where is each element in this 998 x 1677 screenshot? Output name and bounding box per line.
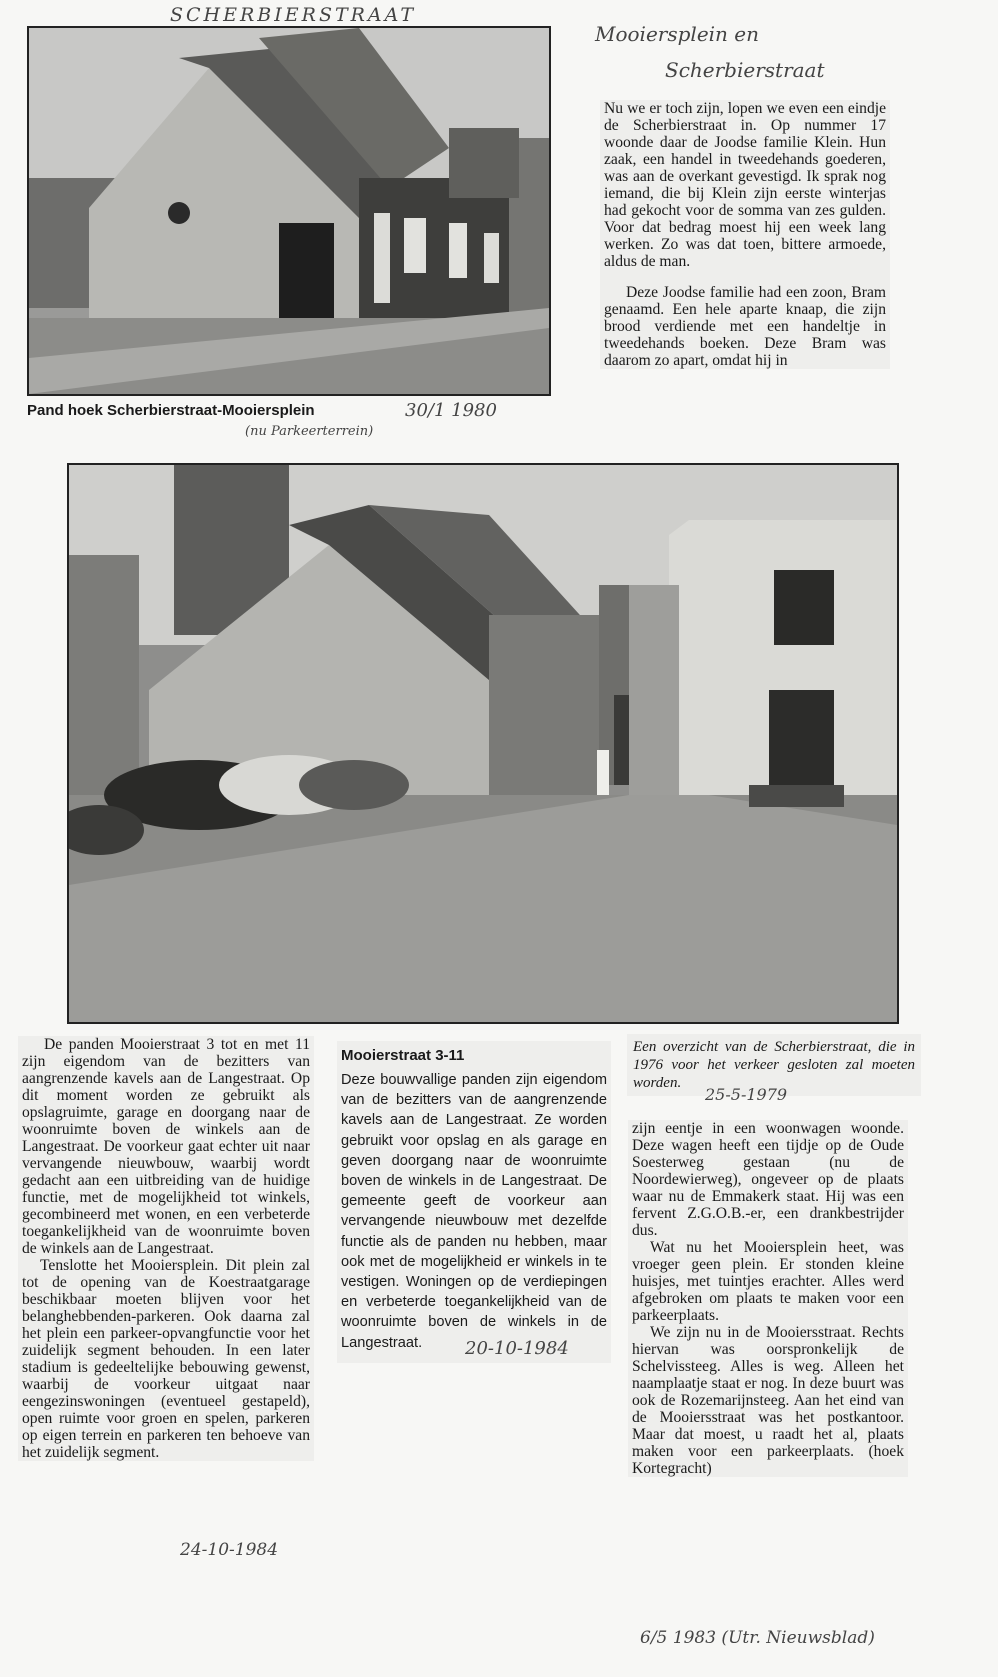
column-bottom-right [628, 1120, 908, 1477]
column-bottom-left [18, 1036, 314, 1461]
paragraph: We zijn nu in de Mooiersstraat. Rechts hiervan was oorspronkelijk de Schelvissteeg. Alles is weg. Alleen het naamplaatje staat er nog. In deze buurt was ook de Rozemarijnsteeg. Aan het eind van de Mooiersstraat was het postkantoor. Maar dat moest, u raadt het al, plaats maken voor een parkeerplaats. (hoek Kortegracht) [632, 1324, 904, 1477]
column-top-right [600, 100, 890, 369]
date-1980: 30/1 1980 [405, 400, 497, 421]
top-heading: SCHERBIERSTRAAT [170, 4, 417, 26]
paragraph: Tenslotte het Mooiersplein. Dit plein zal tot de opening van de Koestraatgarage beschikbaar moeten blijven voor het belanghebbenden-parkeren. Ook daarna zal het plein een parkeer-opvangfunctie voor het zuidelijk segment behouden. In een later stadium is gedeeltelijke bebouwing gewenst, waarbij de voorkeur uitgaat naar eengezinswoningen (eventueel gestapeld), open ruimte voor groen en spelen, parkeren op eigen terrein en parkeren ten behoeve van het zuidelijk segment. [22, 1257, 310, 1461]
paragraph: Deze Joodse familie had een zoon, Bram genaamd. Een hele aparte knaap, die zijn brood verdiende met een handeltje in tweedehands boeken. Deze Bram was daarom zo apart, omdat hij in [604, 284, 886, 369]
paragraph: De panden Mooierstraat 3 tot en met 11 zijn eigendom van de bezitters van aangrenzende kavels aan de Langestraat. Op dit moment worden ze gebruikt als opslagruimte, garage en doorgang naar de woonruimte boven de winkels aan de Langestraat. De voorkeur gaat echter uit naar vervangende nieuwbouw, waarbij wordt gedacht aan een uitbreiding van de huidige functie, met de mogelijkheid tot winkels, gecombineerd met wonen, en een verbeterde toegankelijkheid van de woonruimte boven de winkels aan de Langestraat. [22, 1036, 310, 1257]
column-bottom-middle [337, 1041, 611, 1363]
photo-street-view [67, 463, 899, 1024]
article-text: Deze bouwvallige panden zijn eigendom van de bezitters van de aangrenzende kavels aan de Langestraat. Ze worden gebruikt voor opslag en als garage en geven doorgang naar de woonruimte boven de winkels in de Langestraat. De gemeente geeft de voorkeur aan vervangende nieuwbouw met dezelfde functie als de panden nu hebben, maar ook met de mogelijkheid er winkels in te vestigen. Woningen op de verdiepingen en verbeterde toegankelijkheid van de woonruimte boven de winkels in de Langestraat. [341, 1072, 607, 1351]
photo-corner-building [27, 26, 551, 396]
paragraph: Nu we er toch zijn, lopen we even een eindje de Scherbierstraat in. Op nummer 17 woonde daar de Joodse familie Klein. Hun zaak, een handel in tweedehands goederen, was aan de overkant gevestigd. Ik sprak nog iemand, die bij Klein zijn eerste winterjas had gekocht voor de somma van zes gulden. Voor dat bedrag moest hij een week lang werken. Zo was dat toen, bittere armoede, aldus de man. [604, 100, 886, 270]
article-heading: Mooierstraat 3-11 [341, 1047, 465, 1064]
paragraph: zijn eentje in een woonwagen woonde. Deze wagen heeft een tijdje op de Oude Soesterweg gestaan (nu de Noordewierweg), ongeveer op de plaats waar nu de Emmakerk staat. Hij was een fervent Z.G.O.B.-er, een drankbestrijder dus. [632, 1120, 904, 1239]
date-1984a: 20-10-1984 [465, 1338, 569, 1359]
date-1984b: 24-10-1984 [180, 1540, 279, 1560]
date-1979: 25-5-1979 [705, 1085, 788, 1104]
paragraph: Wat nu het Mooiersplein heet, was vroeger geen plein. Er stonden kleine huisjes, met tuintjes erachter. Alles werd afgebroken om plaats te maken voor een parkeerplaats. [632, 1239, 904, 1324]
top-right-heading-2: Scherbierstraat [665, 58, 825, 82]
caption-text: Een overzicht van de Scherbierstraat, die in 1976 voor het verkeer gesloten zal moeten worden. [633, 1039, 915, 1091]
photo1-note: (nu Parkeerterrein) [245, 424, 374, 439]
bottom-right-note: 6/5 1983 (Utr. Nieuwsblad) [640, 1628, 875, 1648]
photo1-caption: Pand hoek Scherbierstraat-Mooiersplein [27, 402, 315, 419]
top-right-heading-1: Mooiersplein en [595, 22, 760, 46]
